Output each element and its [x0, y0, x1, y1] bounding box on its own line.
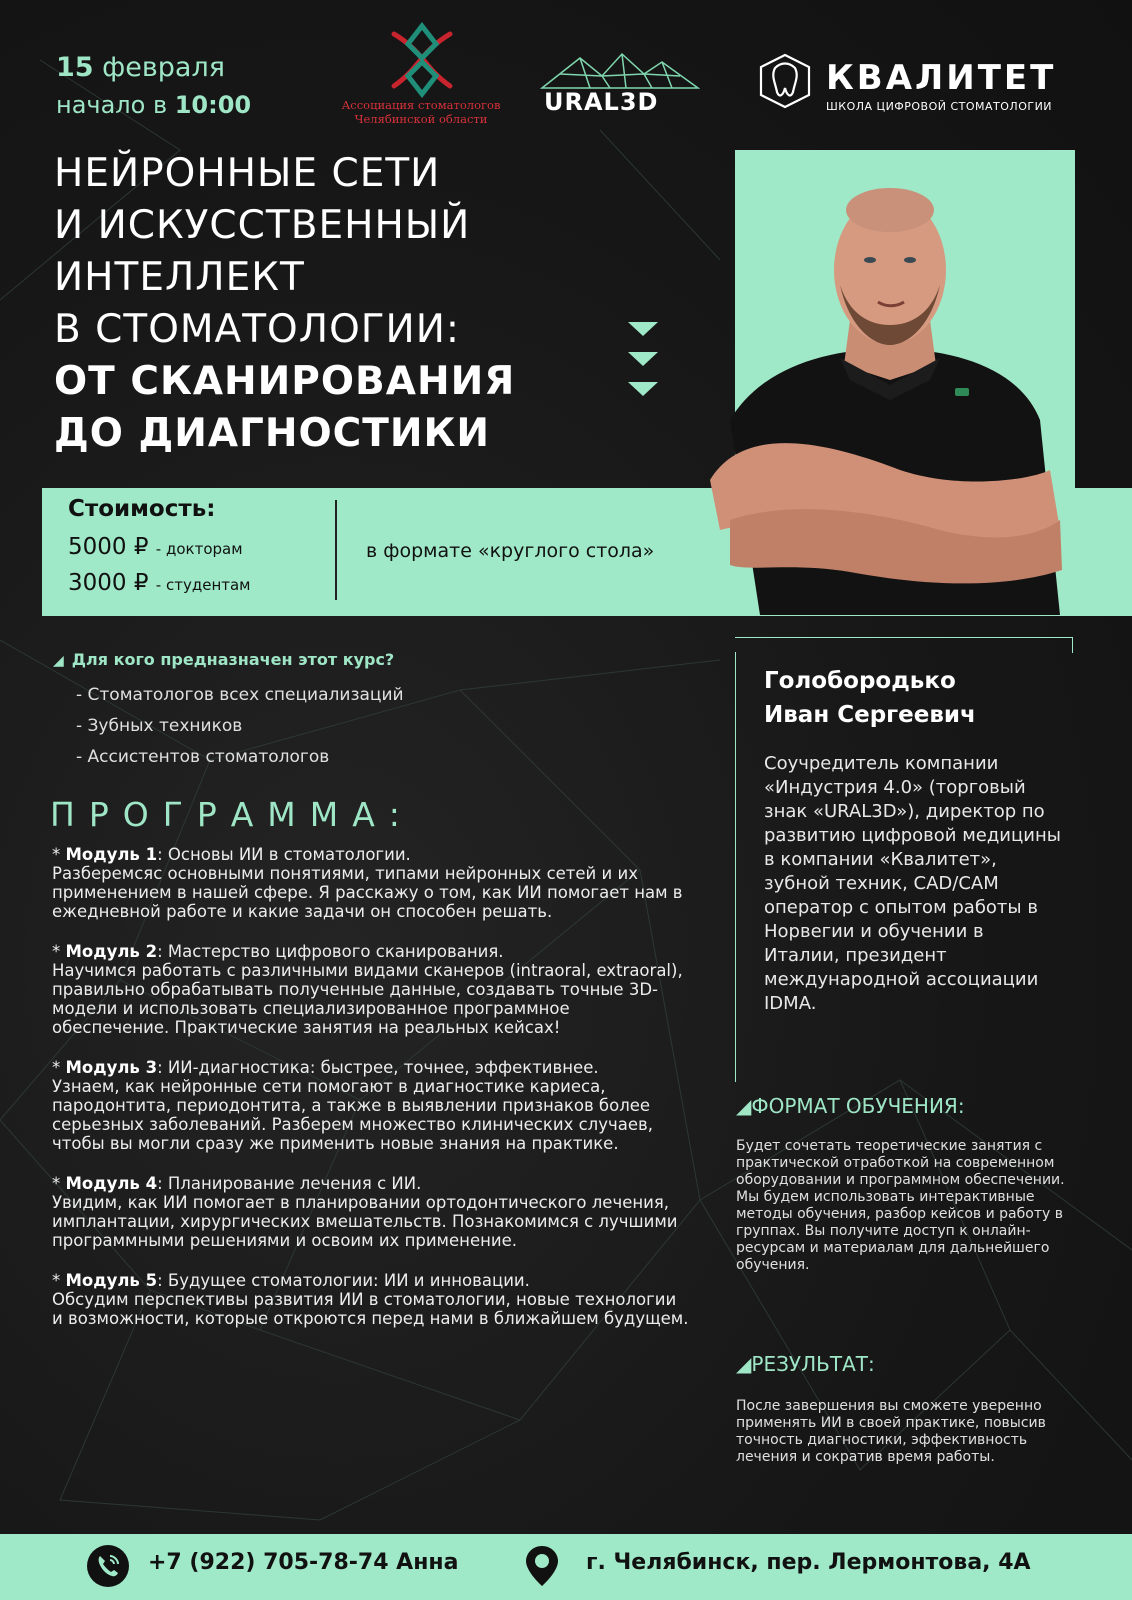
- phone-icon: [86, 1544, 130, 1588]
- triangle-bullet-icon: ◢: [53, 653, 64, 669]
- contact-phone[interactable]: +7 (922) 705-78-74 Анна: [148, 1550, 459, 1575]
- title-bold-line: ДО ДИАГНОСТИКИ: [54, 411, 491, 456]
- ural3d-logo-text: URAL3D: [544, 88, 659, 116]
- event-address: г. Челябинск, пер. Лермонтова, 4А: [586, 1550, 1031, 1575]
- price-doctors: 5000 ₽ - докторам: [68, 534, 243, 560]
- price-students: 3000 ₽ - студентам: [68, 570, 251, 596]
- triangle-bullet-icon: ◢: [736, 1094, 752, 1118]
- event-format: в формате «круглого стола»: [366, 540, 655, 562]
- title-line: ИНТЕЛЛЕКТ: [54, 255, 305, 300]
- event-title: [54, 148, 654, 460]
- association-logo-icon: [384, 22, 460, 98]
- kvalitet-title: КВАЛИТЕТ: [826, 58, 1057, 98]
- kvalitet-logo-icon: [757, 52, 813, 110]
- list-item: - Зубных техников: [76, 716, 243, 736]
- title-line: В СТОМАТОЛОГИИ:: [54, 307, 461, 352]
- module-item: * Модуль 3: ИИ-диагностика: быстрее, точнее, эффективнее. Узнаем, как нейронные сети помогают в диагностике кариеса, пародонтита, периодонтита, а также в выявлении признаков более серьезных заболеваний. Разберем множество клинических случаев, чтобы вы могли сразу же применить новые знания на практике.: [52, 1058, 653, 1153]
- module-item: * Модуль 1: Основы ИИ в стоматологии. Разберемсяс основными понятиями, типами нейронных сетей и их применением в нашей сфере. Я расскажу о том, как ИИ помогает нам в ежедневной работе и какие задачи он способен решать.: [52, 845, 683, 921]
- title-bold-line: ОТ СКАНИРОВАНИЯ: [54, 359, 516, 404]
- program-heading: ПРОГРАММА:: [50, 795, 414, 834]
- speaker-frame-left: [735, 652, 736, 1082]
- title-line: И ИСКУССТВЕННЫЙ: [54, 203, 471, 248]
- event-date: 15 февраля: [56, 52, 225, 83]
- chevron-down-icon: [626, 350, 660, 368]
- kvalitet-subtitle: ШКОЛА ЦИФРОВОЙ СТОМАТОЛОГИИ: [826, 100, 1053, 113]
- event-start-time: начало в 10:00: [56, 91, 252, 119]
- result-heading: ◢РЕЗУЛЬТАТ:: [736, 1352, 875, 1376]
- speaker-frame-top: [735, 637, 1073, 654]
- training-format-heading: ◢ФОРМАТ ОБУЧЕНИЯ:: [736, 1094, 965, 1118]
- location-pin-icon: [524, 1544, 560, 1588]
- program-modules: [52, 845, 692, 1349]
- training-format-text: Будет сочетать теоретические занятия с практической отработкой на современном оборудовании и программном обеспечении. Мы будем использовать интерактивные методы обучения, разбор кейсов и работу в группах. Вы получите доступ к онлайн-ресурсам и материалам для дальнейшего обучения.: [736, 1138, 1065, 1273]
- module-item: * Модуль 4: Планирование лечения с ИИ. Увидим, как ИИ помогает в планировании ортодонтического лечения, имплантации, хирургических вмешательств. Познакомимся с лучшими программными решениями и освоим их применение.: [52, 1174, 678, 1250]
- title-line: НЕЙРОННЫЕ СЕТИ: [54, 151, 441, 196]
- association-name: Ассоциация стоматологов Челябинской области: [341, 98, 501, 126]
- list-item: - Стоматологов всех специализаций: [76, 685, 404, 705]
- list-item: - Ассистентов стоматологов: [76, 747, 330, 767]
- speaker-name: Голобородько Иван Сергеевич: [764, 668, 976, 728]
- result-text: После завершения вы сможете уверенно применять ИИ в своей практике, повысив точность диагностики, эффективность лечения и сократив время работы.: [736, 1398, 1046, 1465]
- audience-list: [76, 680, 404, 773]
- speaker-bio: Соучредитель компании «Индустрия 4.0» (торговый знак «URAL3D»), директор по развитию цифровой медицины в компании «Квалитет», зубной техник, CAD/CAM оператор с опытом работы в Норвегии и обучении в Италии, президент международной ассоциации IDMA.: [764, 753, 1061, 1014]
- audience-heading: ◢ Для кого предназначен этот курс?: [53, 650, 395, 669]
- module-item: * Модуль 2: Мастерство цифрового сканирования. Научимся работать с различными видами сканеров (intraoral, extraoral), правильно обрабатывать полученные данные, создавать точные 3D-модели и использовать специализированное программное обеспечение. Практические занятия на реальных кейсах!: [52, 942, 683, 1037]
- speaker-frame-right: [1072, 637, 1073, 653]
- price-heading: Стоимость:: [68, 496, 216, 522]
- chevron-down-icon: [626, 380, 660, 398]
- module-item: * Модуль 5: Будущее стоматологии: ИИ и инновации. Обсудим перспективы развития ИИ в стоматологии, новые технологии и возможности, которые откроются перед нами в ближайшем будущем.: [52, 1271, 689, 1328]
- ural3d-mountains-icon: [540, 50, 700, 92]
- chevron-down-icon: [626, 320, 660, 338]
- speaker-photo: [700, 180, 1080, 615]
- price-divider: [335, 500, 337, 600]
- triangle-bullet-icon: ◢: [736, 1352, 752, 1376]
